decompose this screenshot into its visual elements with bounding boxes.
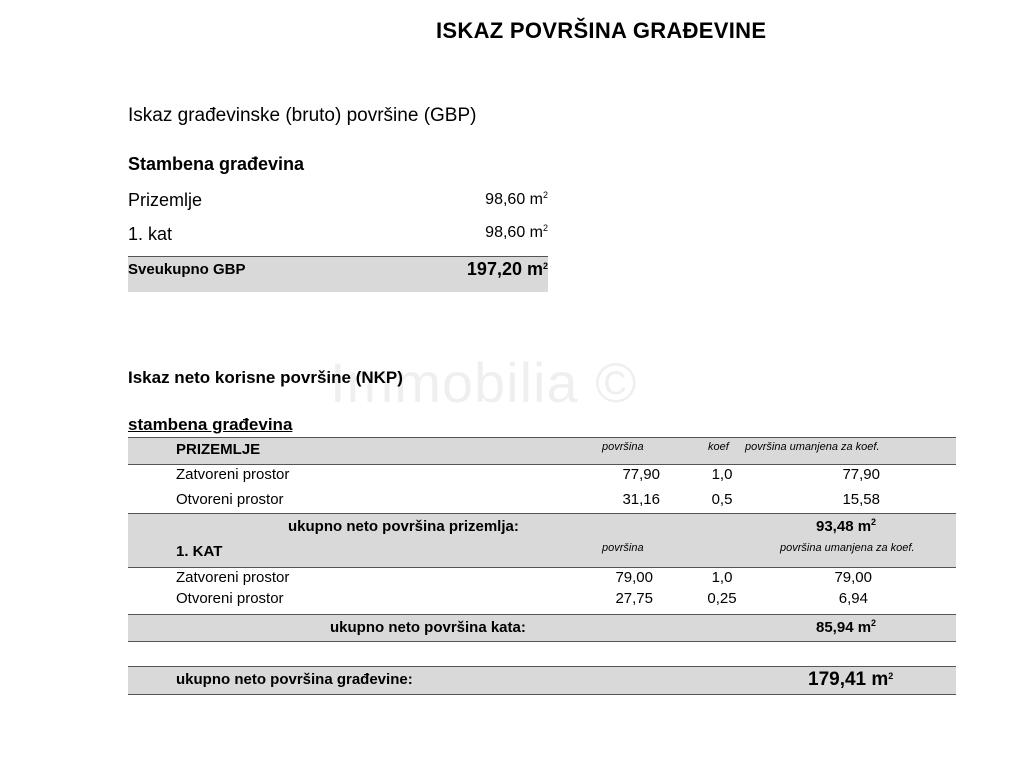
ground-header-band bbox=[128, 437, 956, 465]
ground-subtotal-value: 93,48 $m^2$ bbox=[816, 517, 877, 535]
gbp-heading: Iskaz građevinske (bruto) površine (GBP) bbox=[128, 105, 477, 126]
table-cell-koef: 1,0 bbox=[711, 466, 733, 483]
grand-total-band bbox=[128, 666, 956, 695]
table-cell-area: 27,75 bbox=[615, 590, 653, 607]
table-cell-reduced: 77,90 bbox=[842, 466, 880, 483]
watermark: Immobilia © bbox=[330, 351, 638, 414]
table-cell-area: 77,90 bbox=[622, 466, 660, 483]
table-row-label: Otvoreni prostor bbox=[176, 491, 284, 508]
col-reduced-header: površina umanjena za koef. bbox=[745, 441, 880, 453]
col-koef-header: koef bbox=[708, 441, 729, 453]
page-title: ISKAZ POVRŠINA GRAĐEVINE bbox=[436, 18, 767, 43]
col-area-header: površina bbox=[602, 441, 644, 453]
table-cell-reduced: 6,94 bbox=[838, 590, 868, 607]
table-row-label: Otvoreni prostor bbox=[176, 590, 284, 607]
floor-label: PRIZEMLJE bbox=[176, 441, 261, 458]
col-area-header: površina bbox=[602, 542, 644, 554]
nkp-section-title: stambena građevina bbox=[128, 415, 293, 434]
table-cell-reduced: 15,58 bbox=[842, 491, 880, 508]
table-cell-area: 31,16 bbox=[622, 491, 660, 508]
first-header-band bbox=[128, 539, 956, 568]
floor-label: 1. KAT bbox=[176, 543, 223, 560]
first-subtotal-label: ukupno neto površina kata: bbox=[330, 619, 526, 636]
table-row-label: Zatvoreni prostor bbox=[176, 569, 290, 586]
table-cell-reduced: 79,00 bbox=[834, 569, 872, 586]
table-cell-koef: 0,5 bbox=[711, 491, 733, 508]
grand-total-label: ukupno neto površina građevine: bbox=[176, 671, 413, 688]
nkp-heading: Iskaz neto korisne površine (NKP) bbox=[128, 368, 403, 387]
gbp-row-value: 98,60 $m^2$ bbox=[485, 190, 548, 208]
first-subtotal-band bbox=[128, 614, 956, 642]
first-subtotal-value: 85,94 $m^2$ bbox=[816, 618, 877, 636]
gbp-row-label: 1. kat bbox=[128, 224, 173, 244]
grand-total-value: 179,41 $m^2$ bbox=[808, 669, 894, 690]
table-cell-koef: 0,25 bbox=[707, 590, 737, 607]
col-reduced-header: površina umanjena za koef. bbox=[780, 542, 915, 554]
gbp-row-label: Prizemlje bbox=[128, 190, 203, 210]
ground-subtotal-label: ukupno neto površina prizemlja: bbox=[288, 518, 519, 535]
gbp-total-row bbox=[128, 256, 548, 292]
table-row-label: Zatvoreni prostor bbox=[176, 466, 290, 483]
gbp-total-label: Sveukupno GBP bbox=[128, 261, 246, 278]
gbp-section-title: Stambena građevina bbox=[128, 154, 305, 174]
gbp-total-value: 197,20 $m^2$ bbox=[466, 259, 548, 279]
gbp-row-value: 98,60 $m^2$ bbox=[485, 223, 548, 241]
ground-subtotal-band bbox=[128, 513, 956, 541]
table-cell-area: 79,00 bbox=[615, 569, 653, 586]
table-cell-koef: 1,0 bbox=[711, 569, 733, 586]
